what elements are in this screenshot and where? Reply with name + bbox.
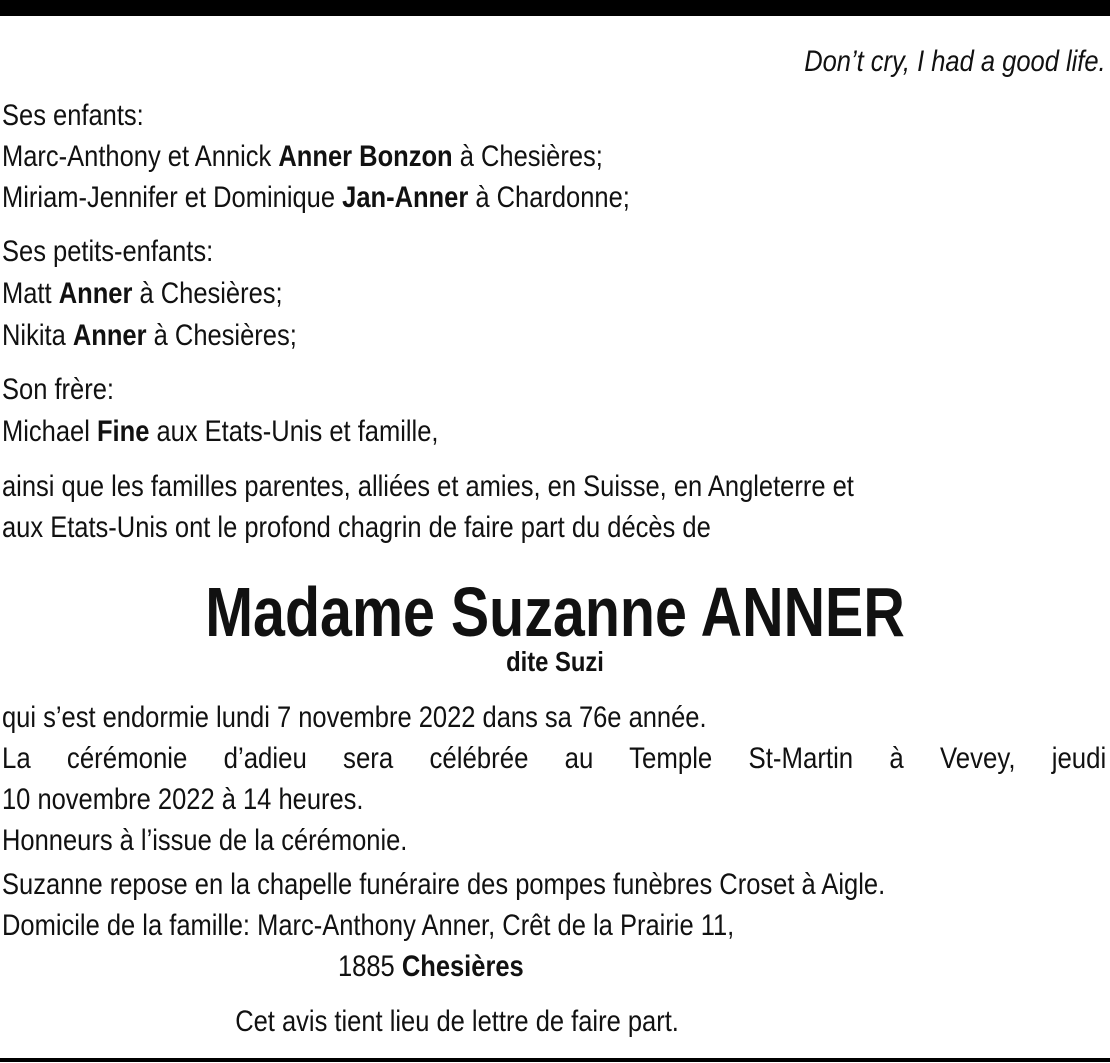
- town-name: Chesières: [401, 950, 524, 983]
- epigraph: Don’t cry, I had a good life.: [804, 45, 1106, 78]
- details-line: Honneurs à l’issue de la cérémonie.: [2, 824, 408, 857]
- details-line: qui s’est endormie lundi 7 novembre 2022 dans sa 76e année.: [2, 701, 707, 734]
- bottom-border: [0, 1058, 1110, 1062]
- deceased-nickname: dite Suzi: [506, 646, 604, 677]
- child-entry: Miriam-Jennifer et Dominique Jan-Anner à Chardonne;: [2, 181, 630, 214]
- grandchild-entry: Matt Anner à Chesières;: [2, 277, 283, 310]
- brother-entry: Michael Fine aux Etats-Unis et famille,: [2, 415, 439, 448]
- announcement-line: ainsi que les familles parentes, alliées et amies, en Suisse, en Angleterre et: [2, 470, 854, 503]
- brother-heading: Son frère:: [2, 373, 114, 406]
- details-line: 10 novembre 2022 à 14 heures.: [2, 783, 364, 816]
- details-line: Suzanne repose en la chapelle funéraire des pompes funèbres Croset à Aigle.: [2, 868, 886, 901]
- details-line: La cérémonie d’adieu sera célébrée au Temple St-Martin à Vevey, jeudi: [2, 742, 1107, 775]
- family-address-town: 1885 Chesières: [338, 950, 524, 983]
- children-heading: Ses enfants:: [2, 99, 144, 132]
- child-entry: Marc-Anthony et Annick Anner Bonzon à Chesières;: [2, 140, 603, 173]
- child-surname: Jan-Anner: [342, 181, 469, 214]
- deceased-name: Madame Suzanne ANNER: [205, 573, 905, 651]
- closing-note: Cet avis tient lieu de lettre de faire part.: [235, 1005, 679, 1038]
- top-border: [0, 0, 1110, 16]
- child-surname: Anner Bonzon: [278, 140, 453, 173]
- grandchild-surname: Anner: [58, 277, 133, 310]
- grandchildren-heading: Ses petits-enfants:: [2, 235, 214, 268]
- grandchild-entry: Nikita Anner à Chesières;: [2, 319, 297, 352]
- family-address: Domicile de la famille: Marc-Anthony Anner, Crêt de la Prairie 11,: [2, 909, 735, 942]
- grandchild-surname: Anner: [72, 319, 147, 352]
- brother-surname: Fine: [96, 415, 150, 448]
- announcement-line: aux Etats-Unis ont le profond chagrin de faire part du décès de: [2, 511, 711, 544]
